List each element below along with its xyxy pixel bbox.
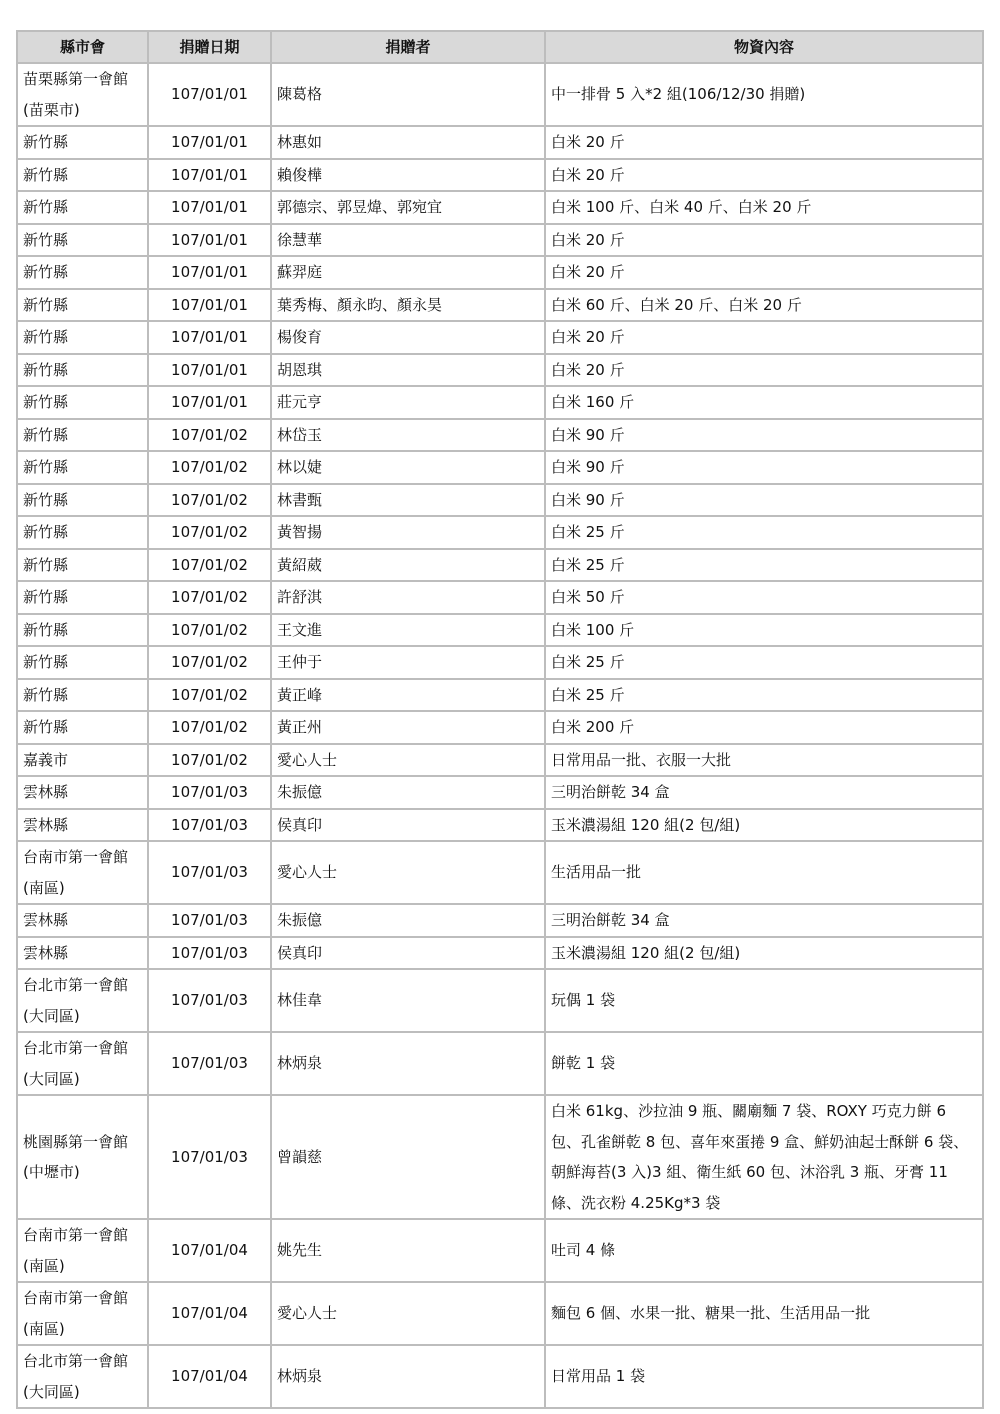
items-cell: 白米 90 斤 — [545, 419, 983, 452]
date-cell: 107/01/01 — [148, 126, 271, 159]
table-row — [17, 1345, 983, 1408]
county-cell: 新竹縣 — [17, 484, 148, 517]
table-row — [17, 256, 983, 289]
donor-cell: 黃正州 — [271, 711, 545, 744]
items-cell: 白米 20 斤 — [545, 126, 983, 159]
header-date: 捐贈日期 — [148, 31, 271, 63]
date-cell: 107/01/01 — [148, 191, 271, 224]
items-cell: 餅乾 1 袋 — [545, 1032, 983, 1095]
donor-cell: 王仲于 — [271, 646, 545, 679]
county-cell: 新竹縣 — [17, 224, 148, 257]
county-cell: 新竹縣 — [17, 451, 148, 484]
county-cell: 新竹縣 — [17, 126, 148, 159]
table-row — [17, 776, 983, 809]
date-cell: 107/01/01 — [148, 63, 271, 126]
county-cell: 新竹縣 — [17, 191, 148, 224]
date-cell: 107/01/02 — [148, 581, 271, 614]
donor-cell: 朱振億 — [271, 776, 545, 809]
county-cell: 新竹縣 — [17, 711, 148, 744]
donor-cell: 姚先生 — [271, 1219, 545, 1282]
date-cell: 107/01/01 — [148, 354, 271, 387]
donor-cell: 林炳泉 — [271, 1345, 545, 1408]
county-cell: 台北市第一會館(大同區) — [17, 969, 148, 1032]
donation-table-sheet — [16, 30, 982, 1409]
table-row — [17, 1032, 983, 1095]
items-cell: 三明治餅乾 34 盒 — [545, 776, 983, 809]
items-cell: 白米 61kg、沙拉油 9 瓶、關廟麵 7 袋、ROXY 巧克力餅 6 包、孔雀餅乾 8 包、喜年來蛋捲 9 盒、鮮奶油起士酥餅 6 袋、朝鮮海苔(3 入)3 組、衛生紙 60 包、沐浴乳 3 瓶、牙膏 11 條、洗衣粉 4.25Kg*3 袋 — [545, 1095, 983, 1219]
items-cell: 玩偶 1 袋 — [545, 969, 983, 1032]
items-cell: 白米 20 斤 — [545, 354, 983, 387]
table-row — [17, 289, 983, 322]
items-cell: 玉米濃湯組 120 組(2 包/組) — [545, 937, 983, 970]
items-cell: 白米 25 斤 — [545, 679, 983, 712]
date-cell: 107/01/02 — [148, 679, 271, 712]
table-row — [17, 321, 983, 354]
county-cell: 新竹縣 — [17, 321, 148, 354]
date-cell: 107/01/03 — [148, 809, 271, 842]
donor-cell: 朱振億 — [271, 904, 545, 937]
table-row — [17, 969, 983, 1032]
items-cell: 白米 90 斤 — [545, 451, 983, 484]
county-cell: 台南市第一會館(南區) — [17, 1219, 148, 1282]
items-cell: 三明治餅乾 34 盒 — [545, 904, 983, 937]
donor-cell: 王文進 — [271, 614, 545, 647]
items-cell: 白米 20 斤 — [545, 321, 983, 354]
table-row — [17, 1095, 983, 1219]
table-header-row — [17, 31, 983, 63]
donor-cell: 侯真印 — [271, 937, 545, 970]
items-cell: 白米 200 斤 — [545, 711, 983, 744]
donor-cell: 賴俊樺 — [271, 159, 545, 192]
donor-cell: 徐慧華 — [271, 224, 545, 257]
donor-cell: 許舒淇 — [271, 581, 545, 614]
table-row — [17, 581, 983, 614]
donor-cell: 陳葛格 — [271, 63, 545, 126]
date-cell: 107/01/03 — [148, 937, 271, 970]
header-donor: 捐贈者 — [271, 31, 545, 63]
table-row — [17, 126, 983, 159]
donor-cell: 林以婕 — [271, 451, 545, 484]
donor-cell: 黃正峰 — [271, 679, 545, 712]
county-cell: 台北市第一會館(大同區) — [17, 1345, 148, 1408]
date-cell: 107/01/04 — [148, 1345, 271, 1408]
donor-cell: 愛心人士 — [271, 744, 545, 777]
table-row — [17, 516, 983, 549]
donor-cell: 林書甄 — [271, 484, 545, 517]
items-cell: 白米 25 斤 — [545, 549, 983, 582]
donor-cell: 曾韻慈 — [271, 1095, 545, 1219]
county-cell: 新竹縣 — [17, 159, 148, 192]
table-row — [17, 841, 983, 904]
items-cell: 白米 50 斤 — [545, 581, 983, 614]
donor-cell: 胡恩琪 — [271, 354, 545, 387]
table-row — [17, 711, 983, 744]
county-cell: 雲林縣 — [17, 809, 148, 842]
date-cell: 107/01/03 — [148, 841, 271, 904]
items-cell: 生活用品一批 — [545, 841, 983, 904]
date-cell: 107/01/01 — [148, 224, 271, 257]
date-cell: 107/01/02 — [148, 516, 271, 549]
date-cell: 107/01/02 — [148, 744, 271, 777]
items-cell: 白米 60 斤、白米 20 斤、白米 20 斤 — [545, 289, 983, 322]
county-cell: 新竹縣 — [17, 289, 148, 322]
table-row — [17, 354, 983, 387]
donor-cell: 侯真印 — [271, 809, 545, 842]
county-cell: 台南市第一會館(南區) — [17, 1282, 148, 1345]
date-cell: 107/01/01 — [148, 159, 271, 192]
items-cell: 白米 100 斤 — [545, 614, 983, 647]
donor-cell: 林炳泉 — [271, 1032, 545, 1095]
table-row — [17, 191, 983, 224]
items-cell: 白米 100 斤、白米 40 斤、白米 20 斤 — [545, 191, 983, 224]
date-cell: 107/01/03 — [148, 1095, 271, 1219]
date-cell: 107/01/02 — [148, 451, 271, 484]
table-row — [17, 1219, 983, 1282]
county-cell: 新竹縣 — [17, 679, 148, 712]
date-cell: 107/01/03 — [148, 904, 271, 937]
donor-cell: 林岱玉 — [271, 419, 545, 452]
date-cell: 107/01/03 — [148, 776, 271, 809]
county-cell: 新竹縣 — [17, 549, 148, 582]
date-cell: 107/01/02 — [148, 646, 271, 679]
date-cell: 107/01/04 — [148, 1282, 271, 1345]
items-cell: 玉米濃湯組 120 組(2 包/組) — [545, 809, 983, 842]
items-cell: 白米 20 斤 — [545, 224, 983, 257]
table-body — [17, 63, 983, 1408]
county-cell: 雲林縣 — [17, 776, 148, 809]
table-row — [17, 386, 983, 419]
date-cell: 107/01/03 — [148, 969, 271, 1032]
table-row — [17, 937, 983, 970]
date-cell: 107/01/02 — [148, 419, 271, 452]
county-cell: 新竹縣 — [17, 354, 148, 387]
date-cell: 107/01/04 — [148, 1219, 271, 1282]
table-row — [17, 614, 983, 647]
items-cell: 白米 90 斤 — [545, 484, 983, 517]
donor-cell: 葉秀梅、顏永昀、顏永昊 — [271, 289, 545, 322]
table-row — [17, 646, 983, 679]
county-cell: 苗栗縣第一會館(苗栗市) — [17, 63, 148, 126]
donor-cell: 蘇羿庭 — [271, 256, 545, 289]
table-row — [17, 904, 983, 937]
date-cell: 107/01/01 — [148, 256, 271, 289]
date-cell: 107/01/01 — [148, 289, 271, 322]
county-cell: 新竹縣 — [17, 614, 148, 647]
table-row — [17, 679, 983, 712]
donor-cell: 黃智揚 — [271, 516, 545, 549]
date-cell: 107/01/02 — [148, 484, 271, 517]
donor-cell: 林佳韋 — [271, 969, 545, 1032]
county-cell: 台南市第一會館(南區) — [17, 841, 148, 904]
county-cell: 台北市第一會館(大同區) — [17, 1032, 148, 1095]
table-row — [17, 224, 983, 257]
date-cell: 107/01/01 — [148, 321, 271, 354]
table-row — [17, 159, 983, 192]
donor-cell: 林惠如 — [271, 126, 545, 159]
items-cell: 麵包 6 個、水果一批、糖果一批、生活用品一批 — [545, 1282, 983, 1345]
items-cell: 白米 20 斤 — [545, 256, 983, 289]
date-cell: 107/01/02 — [148, 614, 271, 647]
table-row — [17, 484, 983, 517]
county-cell: 桃園縣第一會館(中壢市) — [17, 1095, 148, 1219]
donor-cell: 莊元亨 — [271, 386, 545, 419]
donation-table — [16, 30, 984, 1409]
items-cell: 日常用品一批、衣服一大批 — [545, 744, 983, 777]
table-row — [17, 419, 983, 452]
donor-cell: 郭德宗、郭昱煒、郭宛宜 — [271, 191, 545, 224]
date-cell: 107/01/03 — [148, 1032, 271, 1095]
county-cell: 新竹縣 — [17, 516, 148, 549]
county-cell: 雲林縣 — [17, 904, 148, 937]
donor-cell: 愛心人士 — [271, 841, 545, 904]
county-cell: 新竹縣 — [17, 419, 148, 452]
county-cell: 新竹縣 — [17, 386, 148, 419]
donor-cell: 黃紹葳 — [271, 549, 545, 582]
county-cell: 嘉義市 — [17, 744, 148, 777]
county-cell: 新竹縣 — [17, 256, 148, 289]
table-row — [17, 63, 983, 126]
table-row — [17, 1282, 983, 1345]
items-cell: 吐司 4 條 — [545, 1219, 983, 1282]
table-row — [17, 451, 983, 484]
table-row — [17, 549, 983, 582]
items-cell: 白米 25 斤 — [545, 646, 983, 679]
county-cell: 雲林縣 — [17, 937, 148, 970]
date-cell: 107/01/02 — [148, 549, 271, 582]
table-row — [17, 744, 983, 777]
items-cell: 白米 20 斤 — [545, 159, 983, 192]
county-cell: 新竹縣 — [17, 646, 148, 679]
date-cell: 107/01/02 — [148, 711, 271, 744]
donor-cell: 愛心人士 — [271, 1282, 545, 1345]
date-cell: 107/01/01 — [148, 386, 271, 419]
items-cell: 中一排骨 5 入*2 組(106/12/30 捐贈) — [545, 63, 983, 126]
items-cell: 日常用品 1 袋 — [545, 1345, 983, 1408]
county-cell: 新竹縣 — [17, 581, 148, 614]
table-row — [17, 809, 983, 842]
header-items: 物資內容 — [545, 31, 983, 63]
items-cell: 白米 25 斤 — [545, 516, 983, 549]
donor-cell: 楊俊育 — [271, 321, 545, 354]
header-county: 縣市會 — [17, 31, 148, 63]
items-cell: 白米 160 斤 — [545, 386, 983, 419]
